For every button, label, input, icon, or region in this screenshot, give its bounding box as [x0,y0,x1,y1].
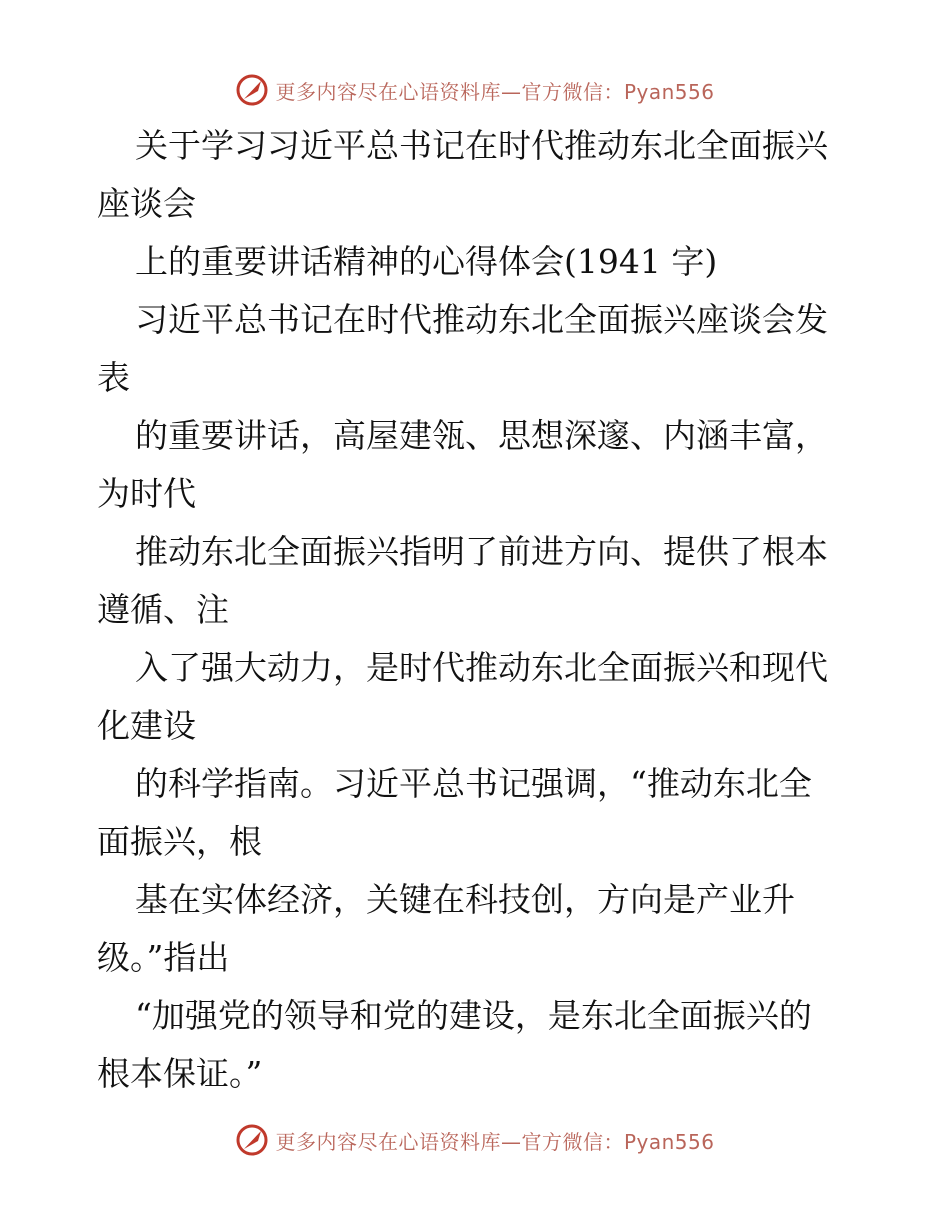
header-banner [0,70,950,110]
document-body [97,117,857,1103]
header-banner-text: 更多内容尽在心语资料库—官方微信：Pyan556 [275,79,715,104]
text-line: 面振兴，根 [97,822,262,861]
feather-logo-icon [235,73,269,107]
text-line: 关于学习习近平总书记在时代推动东北全面振兴 [135,126,828,165]
text-line: 的科学指南。习近平总书记强调，“推动东北全 [135,764,812,803]
text-line: “加强党的领导和党的建设，是东北全面振兴的 [135,996,812,1035]
text-line: 上的重要讲话精神的心得体会(1941 字) [135,242,718,281]
footer-banner-text: 更多内容尽在心语资料库—官方微信：Pyan556 [275,1129,715,1154]
text-line: 遵循、注 [97,590,229,629]
text-line: 座谈会 [97,184,196,223]
text-line: 级。”指出 [97,938,230,977]
text-line: 化建设 [97,706,196,745]
feather-logo-icon [235,1123,269,1157]
text-line: 基在实体经济，关键在科技创，方向是产业升 [135,880,795,919]
text-line: 的重要讲话，高屋建瓴、思想深邃、内涵丰富， [135,416,828,455]
text-line: 推动东北全面振兴指明了前进方向、提供了根本 [135,532,828,571]
text-line: 根本保证。” [97,1054,263,1093]
text-line: 入了强大动力，是时代推动东北全面振兴和现代 [135,648,828,687]
text-line: 为时代 [97,474,196,513]
text-line: 习近平总书记在时代推动东北全面振兴座谈会发 [135,300,828,339]
text-line: 表 [97,358,130,397]
footer-banner [0,1120,950,1160]
